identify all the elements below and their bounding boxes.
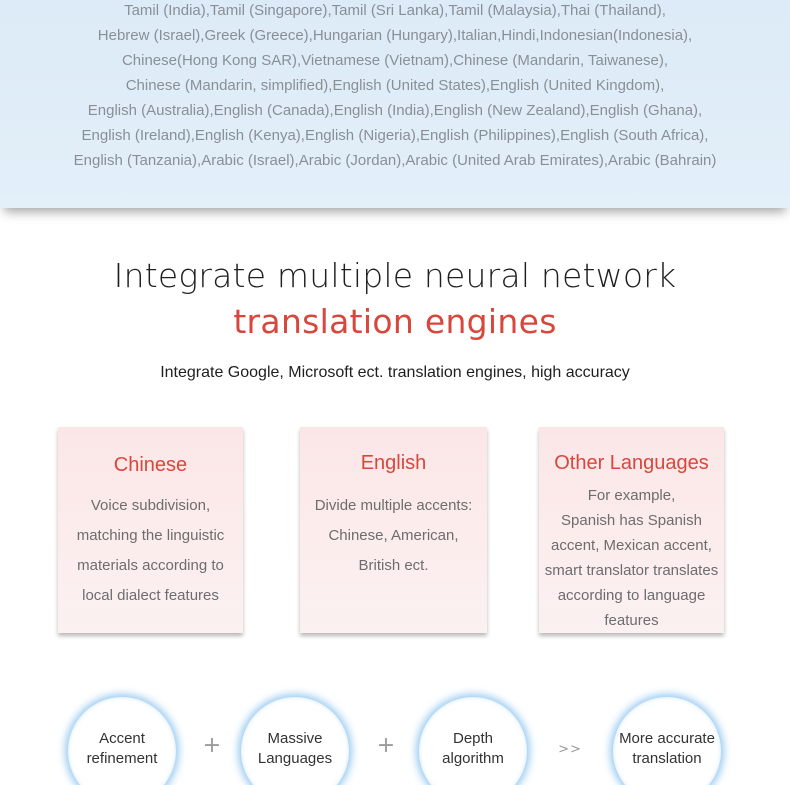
language-list-banner xyxy=(0,0,790,208)
process-step-label xyxy=(419,729,527,769)
language-line: Chinese (Mandarin, simplified),English (United States),English (United Kingdom), xyxy=(125,77,665,94)
card-text-line: Voice subdivision, xyxy=(90,497,211,514)
headline-subtitle: Integrate Google, Microsoft ect. translation engines, high accuracy xyxy=(160,364,630,381)
process-step-label xyxy=(68,729,176,769)
feature-card-chinese xyxy=(58,427,243,633)
card-text-line: smart translator translates xyxy=(544,562,719,579)
double-chevron-right-icon: >> xyxy=(558,742,582,757)
process-step-depth-algorithm xyxy=(419,697,527,785)
process-step-text: translation xyxy=(632,750,702,767)
process-step-accent-refinement xyxy=(68,697,176,785)
card-description xyxy=(58,491,243,611)
card-text-line: Chinese, American, xyxy=(328,527,459,544)
feature-card-other-languages xyxy=(539,427,724,633)
process-step-more-accurate-translation xyxy=(613,697,721,785)
process-step-text: Languages xyxy=(257,750,333,767)
language-line: English (Tanzania),Arabic (Israel),Arabic (Jordan),Arabic (United Arab Emirates),Arabic (Bahrain) xyxy=(73,152,717,169)
card-text-line: features xyxy=(604,612,659,629)
card-text-line: Spanish has Spanish xyxy=(561,512,702,529)
process-step-text: Massive xyxy=(267,730,323,747)
card-text-line: British ect. xyxy=(358,557,429,574)
card-text-line: matching the linguistic xyxy=(76,527,225,544)
card-title: English xyxy=(360,452,427,474)
process-step-text: refinement xyxy=(86,750,158,767)
card-title: Chinese xyxy=(113,454,188,476)
language-line: Tamil (India),Tamil (Singapore),Tamil (Sri Lanka),Tamil (Malaysia),Thai (Thailand), xyxy=(124,2,666,19)
card-text-line: For example, xyxy=(587,487,676,504)
process-step-text: More accurate xyxy=(619,730,715,747)
language-line: Hebrew (Israel),Greek (Greece),Hungarian (Hungary),Italian,Hindi,Indonesian(Indonesia), xyxy=(97,27,693,44)
headline-primary: Integrate multiple neural network xyxy=(113,256,677,295)
process-step-text: Depth xyxy=(452,730,494,747)
process-step-massive-languages xyxy=(241,697,349,785)
feature-card-english xyxy=(300,427,487,633)
process-step-label xyxy=(613,729,721,769)
headline-accent: translation engines xyxy=(233,302,557,341)
plus-icon: + xyxy=(202,733,222,758)
card-text-line: Divide multiple accents: xyxy=(314,497,473,514)
card-text-line: materials according to xyxy=(77,557,224,574)
plus-icon: + xyxy=(376,733,396,758)
card-title: Other Languages xyxy=(554,452,709,474)
language-line: English (Ireland),English (Kenya),English (Nigeria),English (Philippines),English (South Africa), xyxy=(81,127,709,144)
card-description xyxy=(300,491,487,581)
process-step-text: Accent xyxy=(99,730,145,747)
language-line: Chinese(Hong Kong SAR),Vietnamese (Vietnam),Chinese (Mandarin, Taiwanese), xyxy=(121,52,669,69)
process-step-text: algorithm xyxy=(442,750,504,767)
card-text-line: according to language xyxy=(557,587,706,604)
card-text-line: local dialect features xyxy=(82,587,219,604)
card-text-line: accent, Mexican accent, xyxy=(551,537,712,554)
process-step-label xyxy=(241,729,349,769)
language-line: English (Australia),English (Canada),English (India),English (New Zealand),English (Ghana), xyxy=(87,102,703,119)
card-description xyxy=(539,483,724,633)
